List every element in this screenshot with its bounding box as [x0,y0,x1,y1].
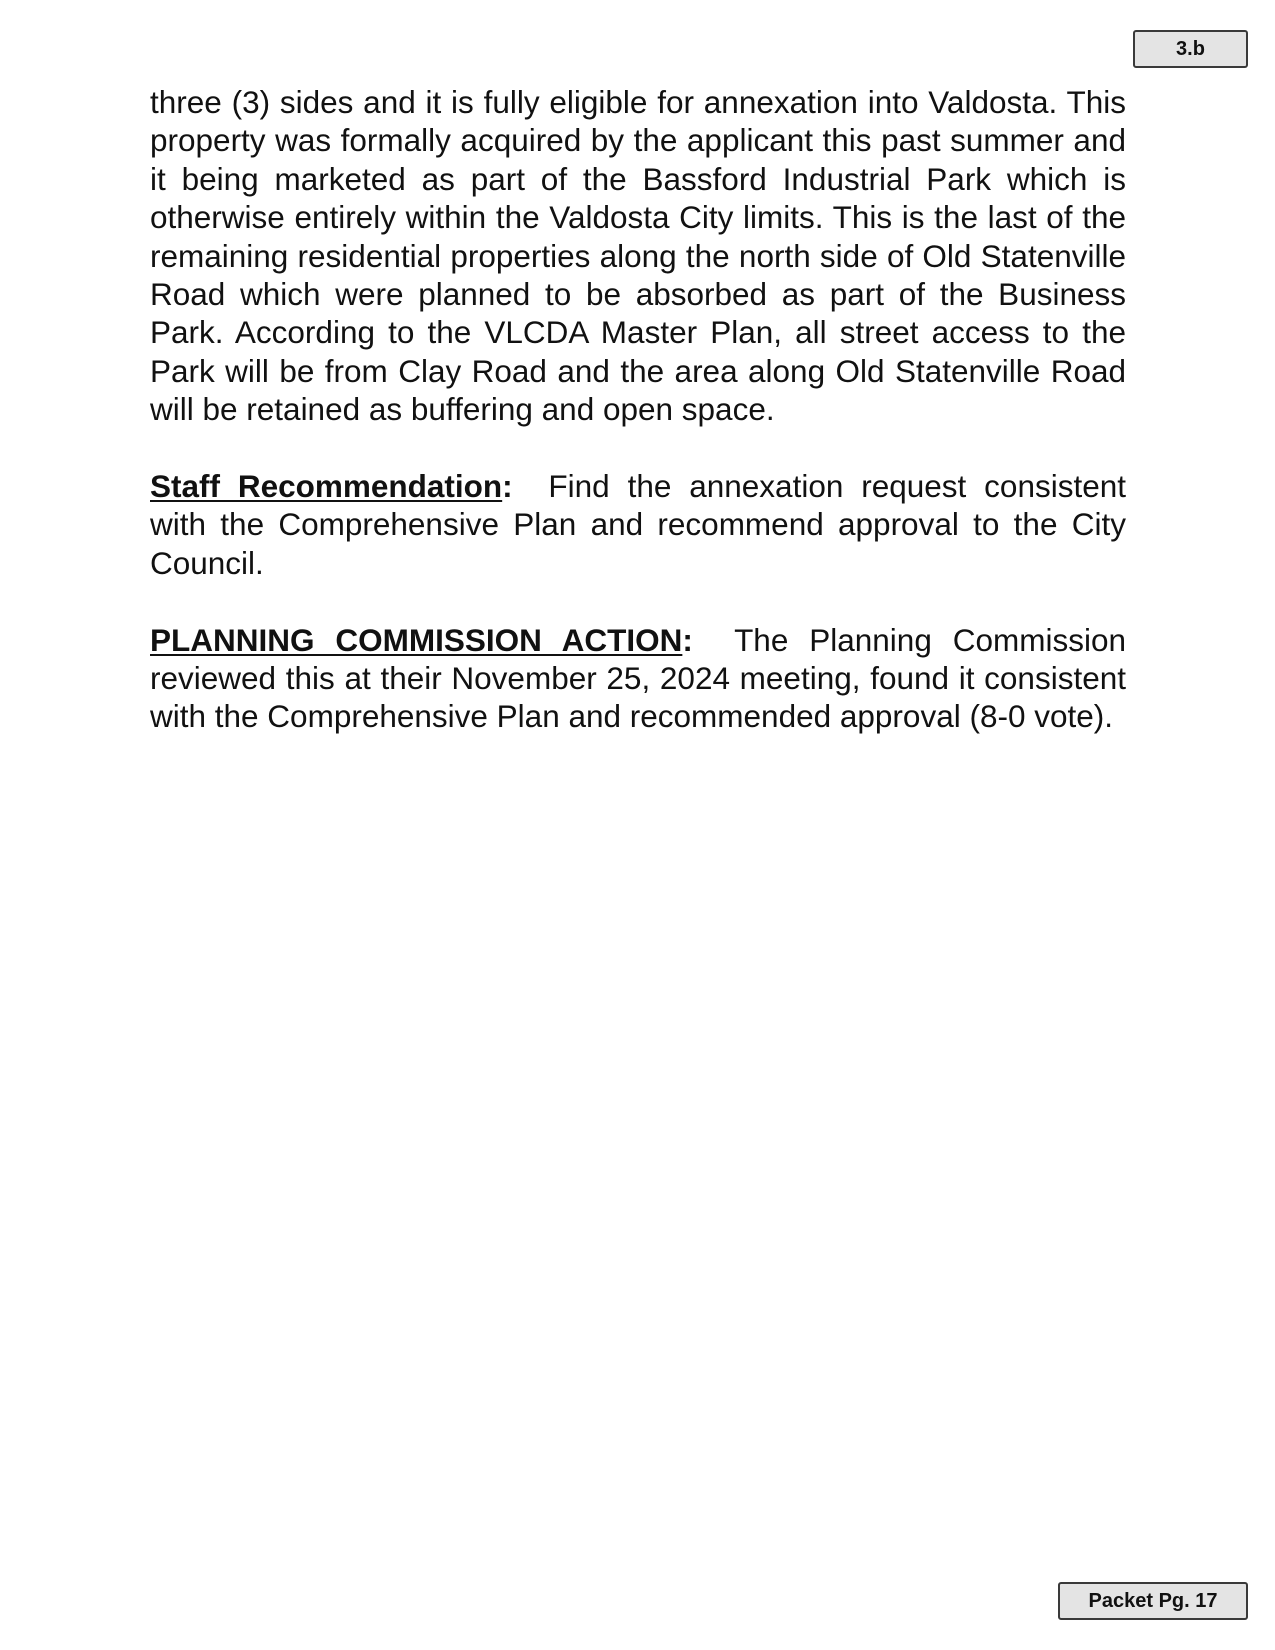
section-tag-badge [1133,30,1248,68]
intro-paragraph: three (3) sides and it is fully eligible for annexation into Valdosta. This property was formally acquired by the applicant this past summer and it being marketed as part of the Bassford Industrial Park which is otherwise entirely within the Valdosta City limits. This is the last of the remaining residential properties along the north side of Old Statenville Road which were planned to be absorbed as part of the Business Park. According to the VLCDA Master Plan, all street access to the Park will be from Clay Road and the area along Old Statenville Road will be retained as buffering and open space. [150,84,1126,428]
planning-commission-text: The Planning Commission reviewed this at their November 25, 2024 meeting, found it consistent with the Comprehensive Plan and recommended approval (8-0 vote). [150,621,1135,735]
document-body [150,83,1135,736]
planning-commission-heading: PLANNING COMMISSION ACTION [150,621,683,658]
planning-commission-paragraph [150,621,1135,736]
staff-recommendation-colon: : [502,468,513,505]
staff-recommendation-text: Find the annexation request consistent with the Comprehensive Plan and recommend approval to the City Council. [150,468,1135,581]
packet-page-label: Packet Pg. 17 [1088,1589,1218,1612]
section-tag-label: 3.b [1176,37,1205,60]
packet-page-badge [1058,1582,1248,1620]
staff-recommendation-paragraph [150,467,1135,582]
staff-recommendation-heading: Staff Recommendation [150,468,503,505]
planning-commission-colon: : [682,621,693,658]
